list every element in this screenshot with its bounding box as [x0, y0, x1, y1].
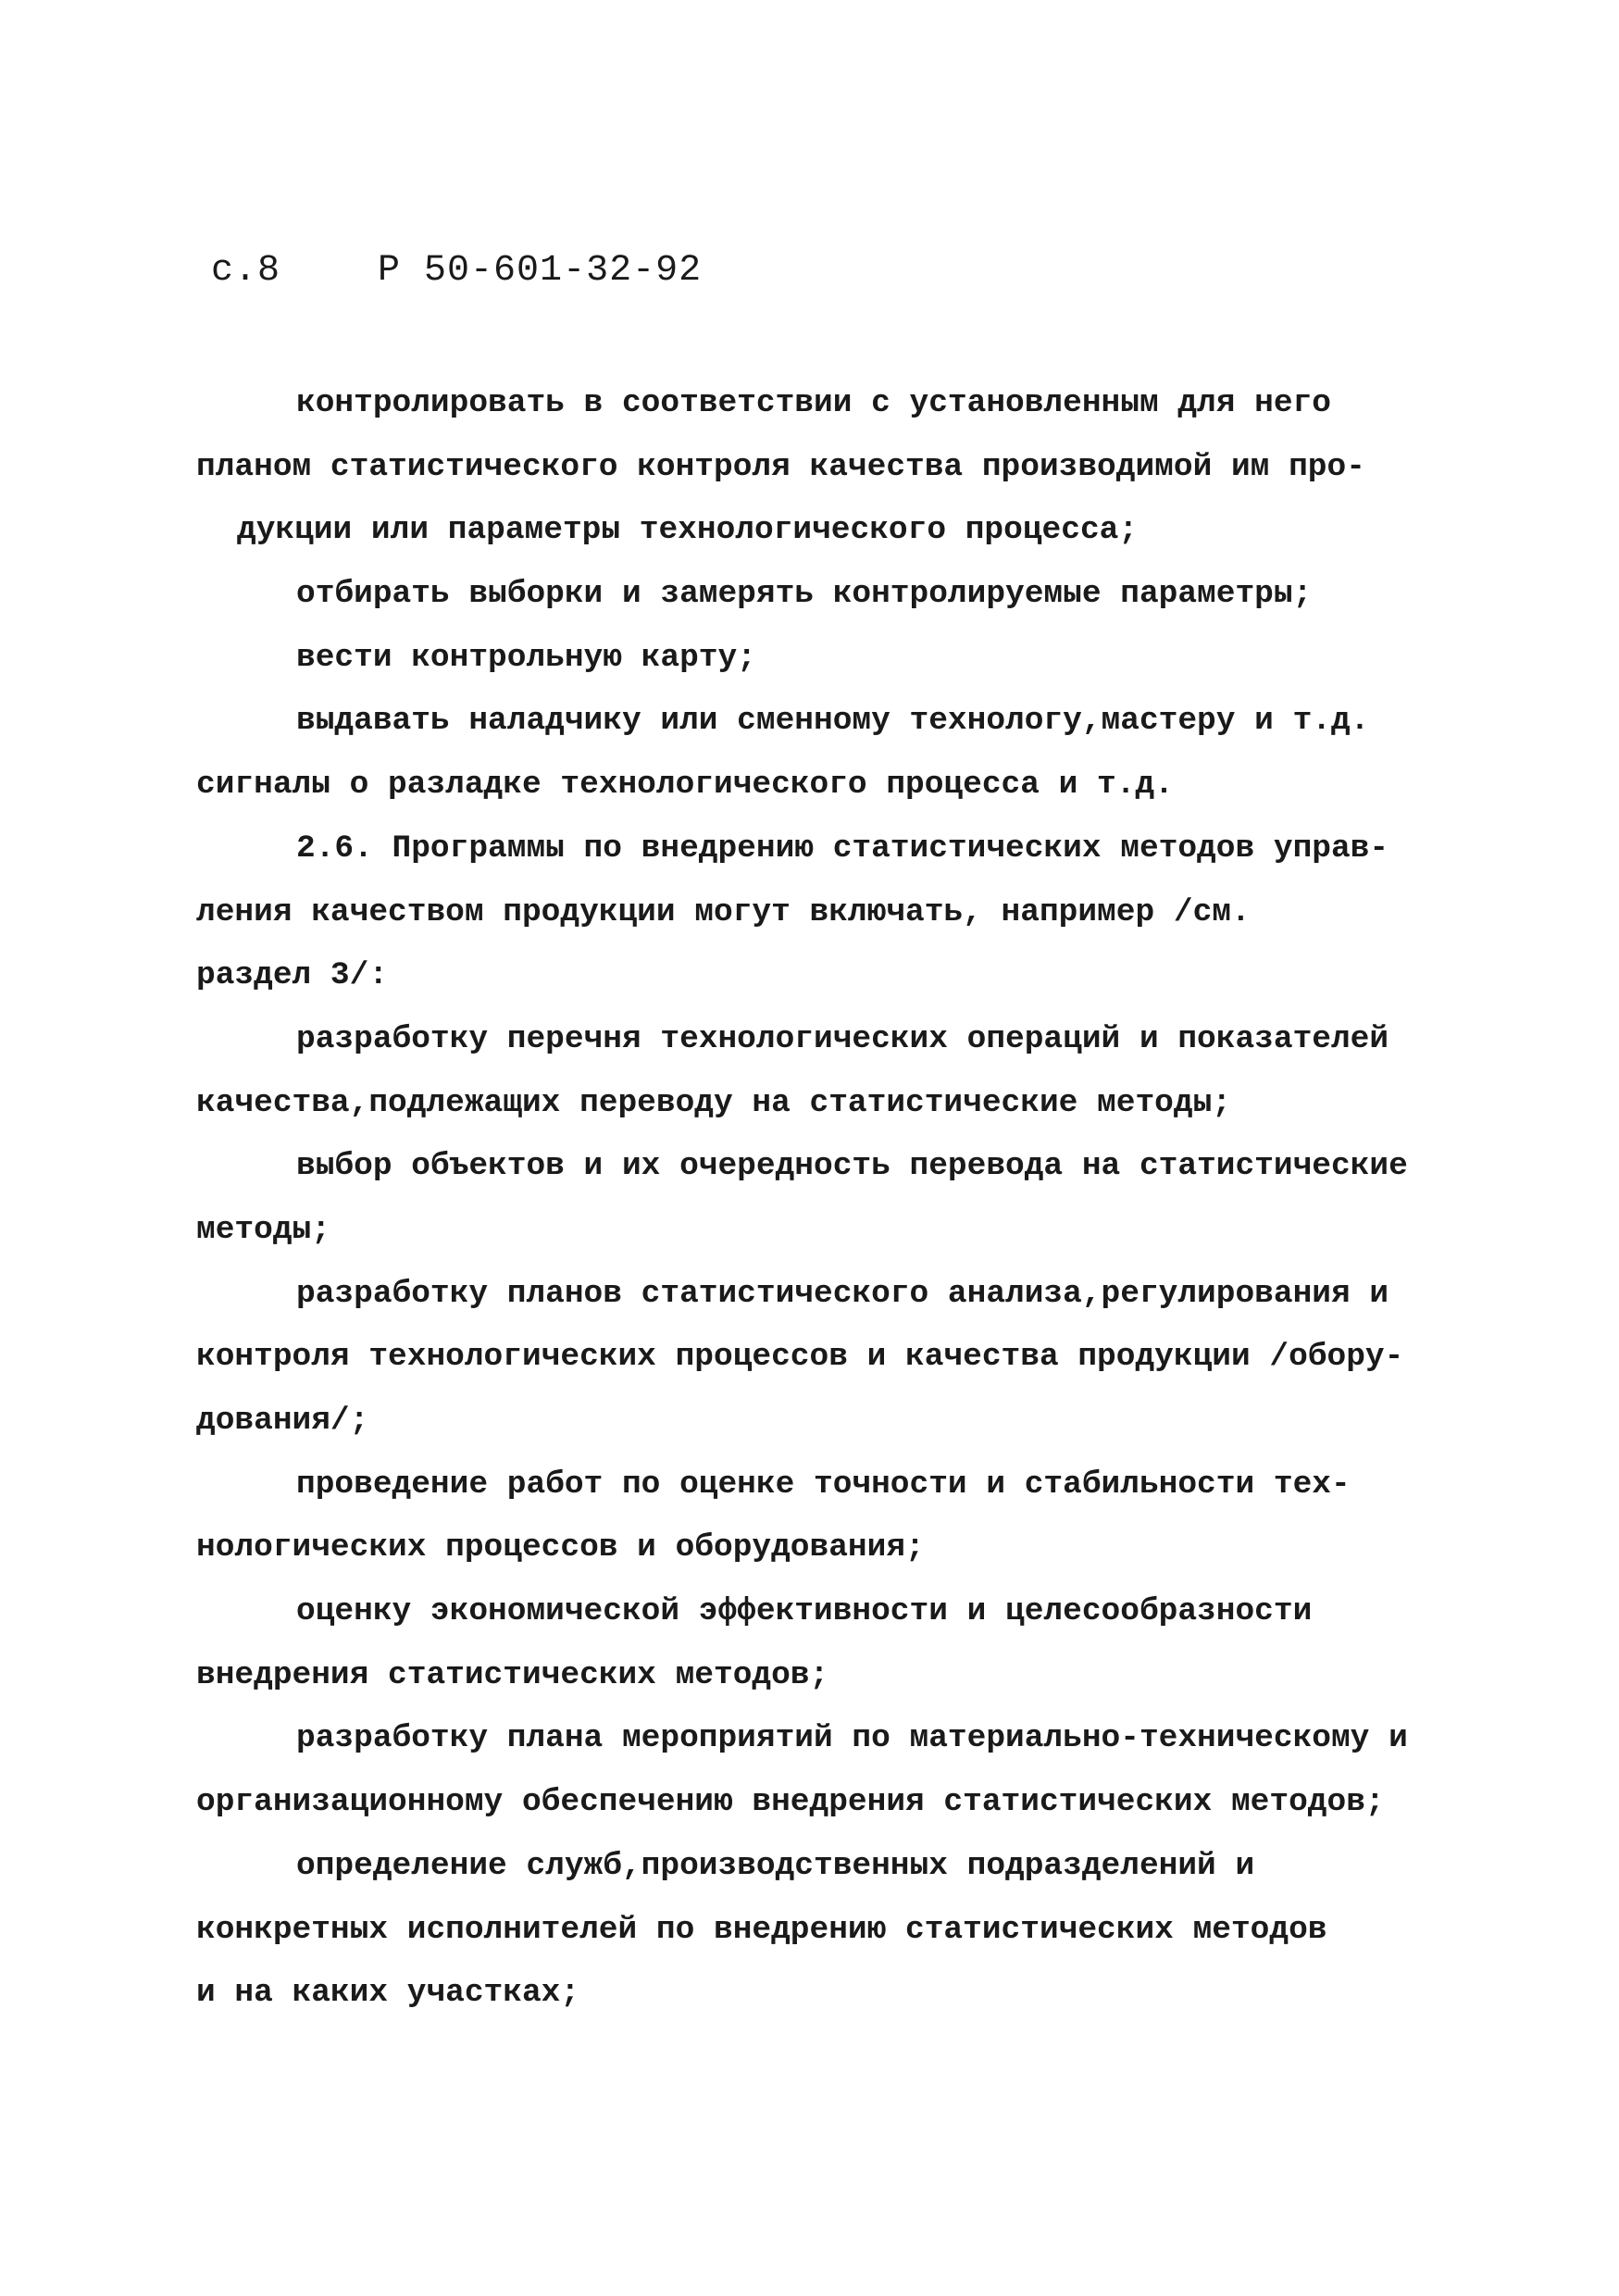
text-line: вести контрольную карту; — [296, 639, 756, 676]
text-line: разработку планов статистического анализа,регулирования и — [296, 1275, 1389, 1312]
text-line: внедрения статистических методов; — [196, 1656, 829, 1693]
text-line: конкретных исполнителей по внедрению статистических методов — [196, 1911, 1327, 1948]
text-line: дования/; — [196, 1403, 369, 1439]
text-line: контроля технологических процессов и качества продукции /обору- — [196, 1339, 1404, 1376]
page-header — [211, 250, 702, 292]
text-line: выдавать наладчику или сменному технологу,мастеру и т.д. — [296, 703, 1370, 740]
text-line: оценку экономической эффективности и целесообразности — [296, 1593, 1313, 1630]
text-line: разработку перечня технологических операций и показателей — [296, 1020, 1389, 1057]
page-number: с.8 — [211, 250, 281, 292]
text-line: организационному обеспечению внедрения статистических методов; — [196, 1784, 1385, 1821]
text-line: планом статистического контроля качества производимой им про- — [196, 448, 1365, 485]
text-line: нологических процессов и оборудования; — [196, 1529, 925, 1566]
text-line: 2.6. Программы по внедрению статистических методов управ- — [296, 830, 1389, 867]
text-line: раздел 3/: — [196, 957, 389, 994]
text-line: отбирать выборки и замерять контролируемые параметры; — [296, 576, 1313, 613]
text-line: определение служб,производственных подразделений и — [296, 1847, 1255, 1884]
text-line: качества,подлежащих переводу на статистические методы; — [196, 1084, 1231, 1121]
document-body — [196, 372, 1437, 2026]
document-code: Р 50-601-32-92 — [378, 250, 703, 292]
text-line: и на каких участках; — [196, 1975, 580, 2012]
text-line: дукции или параметры технологического процесса; — [237, 512, 1139, 549]
text-line: контролировать в соответствии с установленным для него — [296, 385, 1331, 421]
text-line: разработку плана мероприятий по материально-техническому и — [296, 1720, 1408, 1757]
text-line: сигналы о разладке технологического процесса и т.д. — [196, 767, 1174, 804]
text-line: выбор объектов и их очередность перевода на статистические — [296, 1148, 1408, 1185]
text-line: методы; — [196, 1211, 330, 1248]
text-line: проведение работ по оценке точности и стабильности тех- — [296, 1466, 1351, 1503]
text-line: ления качеством продукции могут включать, например /см. — [196, 893, 1251, 930]
